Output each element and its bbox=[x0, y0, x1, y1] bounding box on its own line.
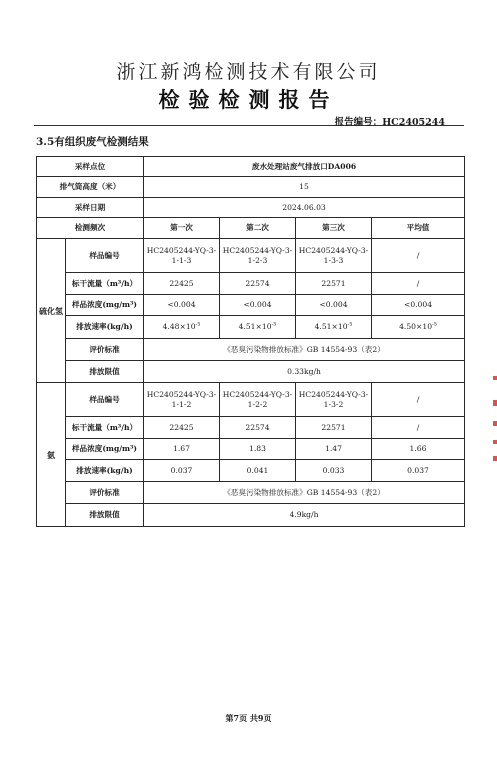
page-footer: 第7页 共9页 bbox=[225, 713, 272, 723]
concentration-2: 1.83 bbox=[220, 439, 296, 460]
concentration-2: <0.004 bbox=[220, 295, 296, 316]
frequency-1: 第一次 bbox=[144, 218, 220, 239]
flow-2: 22574 bbox=[220, 273, 296, 295]
sampling-point-value: 废水处理站废气排放口DA006 bbox=[144, 157, 465, 177]
frequency-3: 第三次 bbox=[296, 218, 372, 239]
concentration-label: 样品浓度(mg/m³) bbox=[66, 295, 144, 316]
table-row bbox=[37, 316, 465, 339]
table-row bbox=[37, 218, 465, 239]
report-number bbox=[335, 114, 445, 128]
emission-rate-3: $4.51\times 10^{-5}$ bbox=[296, 316, 372, 339]
emission-rate-1: 0.037 bbox=[144, 460, 220, 482]
table-row bbox=[37, 295, 465, 316]
limit-label: 排放限值 bbox=[66, 504, 144, 527]
table-row bbox=[37, 504, 465, 527]
seal-edge-mark bbox=[493, 421, 497, 426]
limit-value: 0.33kg/h bbox=[144, 361, 465, 383]
sample-id-3: HC2405244-YQ-3-1-3-2 bbox=[296, 383, 372, 417]
company-name: 浙江新鸿检测技术有限公司 bbox=[116, 61, 381, 83]
flow-3: 22571 bbox=[296, 273, 372, 295]
group-name-h2s: 硫化氢 bbox=[37, 239, 66, 383]
concentration-label: 样品浓度(mg/m³) bbox=[66, 439, 144, 460]
sample-id-avg: / bbox=[372, 383, 465, 417]
emission-rate-2: 0.041 bbox=[220, 460, 296, 482]
table-row bbox=[37, 239, 465, 273]
table-row bbox=[37, 273, 465, 295]
standard-label: 评价标准 bbox=[66, 339, 144, 361]
results-table bbox=[36, 156, 465, 527]
section-title: 3.5有组织废气检测结果 bbox=[36, 136, 149, 148]
sampling-date-label: 采样日期 bbox=[37, 198, 144, 218]
sample-id-3: HC2405244-YQ-3-1-3-3 bbox=[296, 239, 372, 273]
sampling-date-value: 2024.06.03 bbox=[144, 198, 465, 218]
sample-id-2: HC2405244-YQ-3-1-2-2 bbox=[220, 383, 296, 417]
flow-label: 标干流量（m³/h） bbox=[66, 417, 144, 439]
emission-rate-label: 排放速率(kg/h) bbox=[66, 316, 144, 339]
emission-rate-label: 排放速率(kg/h) bbox=[66, 460, 144, 482]
sample-id-1: HC2405244-YQ-3-1-1-3 bbox=[144, 239, 220, 273]
concentration-3: <0.004 bbox=[296, 295, 372, 316]
emission-rate-3: 0.033 bbox=[296, 460, 372, 482]
flow-3: 22571 bbox=[296, 417, 372, 439]
limit-value: 4.9kg/h bbox=[144, 504, 465, 527]
table-row bbox=[37, 460, 465, 482]
standard-label: 评价标准 bbox=[66, 482, 144, 504]
table-row bbox=[37, 417, 465, 439]
sample-id-avg: / bbox=[372, 239, 465, 273]
table-row bbox=[37, 198, 465, 218]
report-title: 检验检测报告 bbox=[158, 87, 339, 112]
sample-id-1: HC2405244-YQ-3-1-1-2 bbox=[144, 383, 220, 417]
concentration-1: <0.004 bbox=[144, 295, 220, 316]
standard-value: 《恶臭污染物排放标准》GB 14554-93（表2） bbox=[144, 482, 465, 504]
sample-id-2: HC2405244-YQ-3-1-2-3 bbox=[220, 239, 296, 273]
sampling-point-label: 采样点位 bbox=[37, 157, 144, 177]
table-row bbox=[37, 439, 465, 460]
table-row bbox=[37, 383, 465, 417]
report-number-value: HC2405244 bbox=[382, 117, 445, 128]
seal-edge-mark bbox=[493, 400, 497, 406]
flow-1: 22425 bbox=[144, 417, 220, 439]
emission-rate-avg: $4.50\times 10^{-5}$ bbox=[372, 316, 465, 339]
stack-height-label: 排气筒高度（米） bbox=[37, 177, 144, 198]
flow-1: 22425 bbox=[144, 273, 220, 295]
group-name-nh3: 氨 bbox=[37, 383, 66, 527]
flow-avg: / bbox=[372, 417, 465, 439]
limit-label: 排放限值 bbox=[66, 361, 144, 383]
table-row bbox=[37, 482, 465, 504]
seal-edge-mark bbox=[493, 440, 497, 444]
frequency-label: 检测频次 bbox=[37, 218, 144, 239]
sample-id-label: 样品编号 bbox=[66, 239, 144, 273]
concentration-avg: <0.004 bbox=[372, 295, 465, 316]
table-row bbox=[37, 177, 465, 198]
seal-edge-mark bbox=[493, 376, 497, 380]
standard-value: 《恶臭污染物排放标准》GB 14554-93（表2） bbox=[144, 339, 465, 361]
emission-rate-2: $4.51\times 10^{-5}$ bbox=[220, 316, 296, 339]
table-row bbox=[37, 361, 465, 383]
sample-id-label: 样品编号 bbox=[66, 383, 144, 417]
emission-rate-avg: 0.037 bbox=[372, 460, 465, 482]
table-row bbox=[37, 339, 465, 361]
flow-2: 22574 bbox=[220, 417, 296, 439]
flow-label: 标干流量（m³/h） bbox=[66, 273, 144, 295]
report-number-label: 报告编号： bbox=[334, 117, 383, 128]
flow-avg: / bbox=[372, 273, 465, 295]
concentration-1: 1.67 bbox=[144, 439, 220, 460]
concentration-avg: 1.66 bbox=[372, 439, 465, 460]
concentration-3: 1.47 bbox=[296, 439, 372, 460]
seal-edge-mark bbox=[493, 456, 497, 461]
frequency-average: 平均值 bbox=[372, 218, 465, 239]
table-row bbox=[37, 157, 465, 177]
emission-rate-1: $4.48\times 10^{-5}$ bbox=[144, 316, 220, 339]
frequency-2: 第二次 bbox=[220, 218, 296, 239]
stack-height-value: 15 bbox=[144, 177, 465, 198]
